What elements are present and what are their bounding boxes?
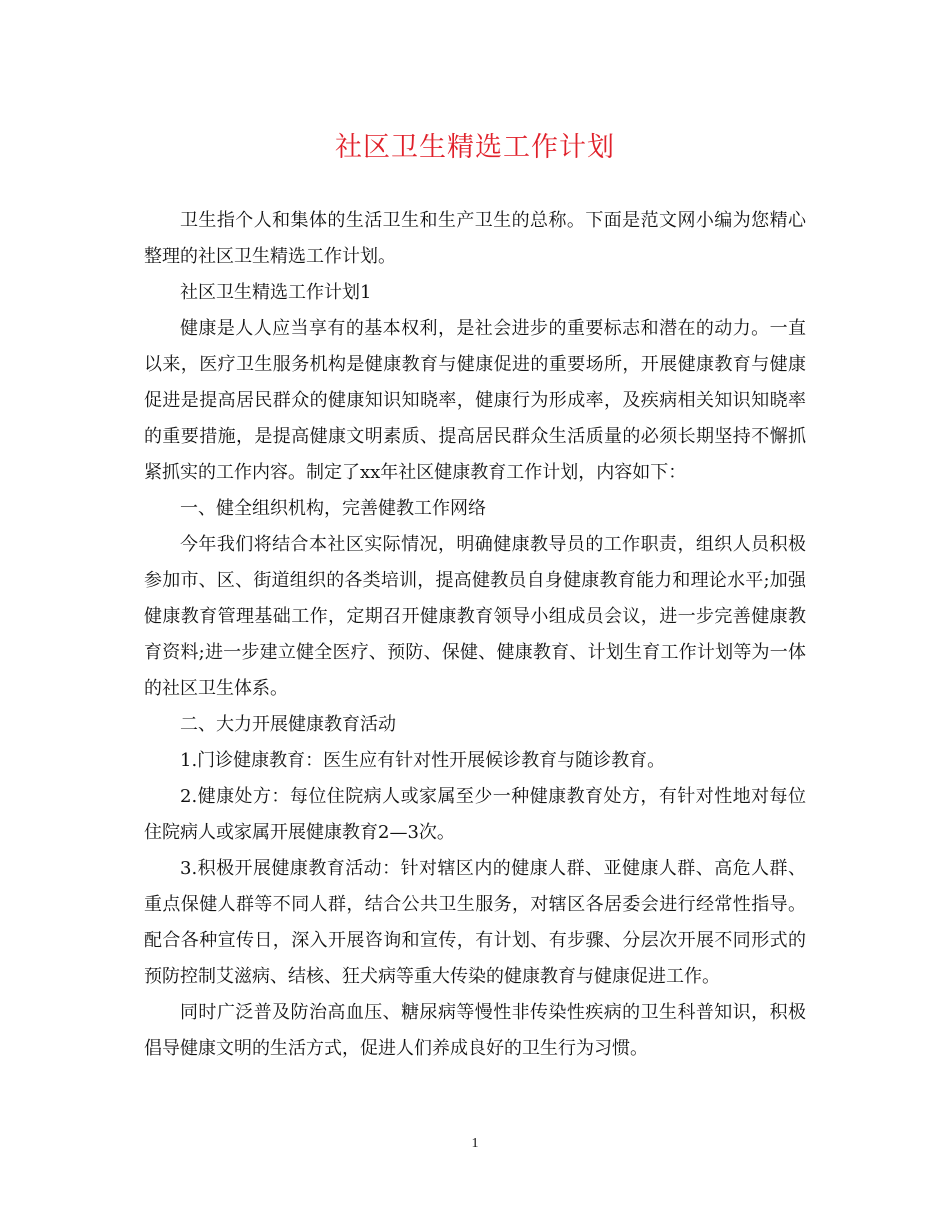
section-heading-activities: 二、大力开展健康教育活动 bbox=[180, 714, 396, 735]
paragraph-health-rights: 健康是人人应当享有的基本权利，是社会进步的重要标志和潜在的动力。一直以来，医疗卫生服务机构是健康教育与健康促进的重要场所，开展健康教育与健康促进是提高居民群众的健康知识知晓率，健康行为形成率，及疾病相关知识知晓率的重要措施，是提高健康文明素质、提高居民群众生活质量的必须长期坚持不懈抓紧抓实的工作内容。制定了xx年社区健康教育工作计划，内容如下： bbox=[144, 318, 806, 483]
list-item-outpatient: 1.门诊健康教育：医生应有针对性开展候诊教育与随诊教育。 bbox=[180, 750, 666, 771]
paragraph-intro: 卫生指个人和集体的生活卫生和生产卫生的总称。下面是范文网小编为您精心整理的社区卫生精选工作计划。 bbox=[144, 210, 806, 267]
list-item-prescription: 2.健康处方：每位住院病人或家属至少一种健康教育处方，有针对性地对每位住院病人或家属开展健康教育2—3次。 bbox=[144, 786, 806, 843]
paragraph-organization: 今年我们将结合本社区实际情况，明确健康教导员的工作职责，组织人员积极参加市、区、街道组织的各类培训，提高健教员自身健康教育能力和理论水平;加强健康教育管理基础工作，定期召开健康教育领导小组成员会议，进一步完善健康教育资料;进一步建立健全医疗、预防、保健、健康教育、计划生育工作计划等为一体的社区卫生体系。 bbox=[144, 534, 806, 699]
paragraph-chronic-disease: 同时广泛普及防治高血压、糖尿病等慢性非传染性疾病的卫生科普知识，积极倡导健康文明的生活方式，促进人们养成良好的卫生行为习惯。 bbox=[144, 1002, 806, 1059]
list-item-activities: 3.积极开展健康教育活动：针对辖区内的健康人群、亚健康人群、高危人群、重点保健人群等不同人群，结合公共卫生服务，对辖区各居委会进行经常性指导。配合各种宣传日，深入开展咨询和宣传，有计划、有步骤、分层次开展不同形式的预防控制艾滋病、结核、狂犬病等重大传染的健康教育与健康促进工作。 bbox=[144, 858, 806, 987]
document-body bbox=[144, 203, 806, 1067]
page-number: 1 bbox=[471, 1136, 479, 1151]
document-title: 社区卫生精选工作计划 bbox=[335, 132, 615, 163]
section-heading-organization: 一、健全组织机构，完善健教工作网络 bbox=[180, 498, 486, 519]
section-heading-plan-1: 社区卫生精选工作计划1 bbox=[180, 282, 372, 303]
